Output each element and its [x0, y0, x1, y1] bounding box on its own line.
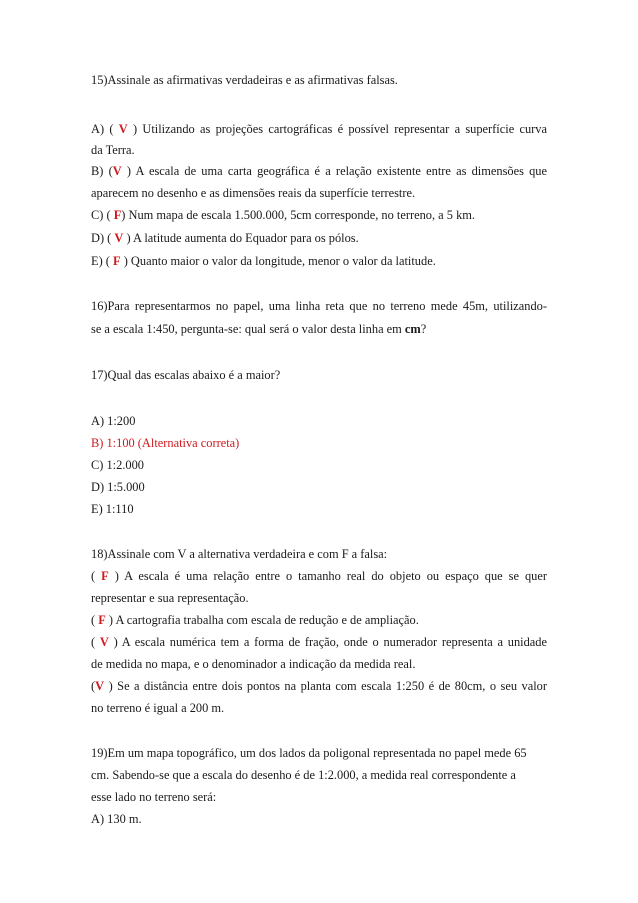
answer-mark: F — [113, 208, 122, 222]
answer-mark: V — [99, 635, 109, 649]
q15-title: 15)Assinale as afirmativas verdadeiras e as afirmativas falsas. — [91, 73, 398, 87]
answer-mark: V — [118, 122, 128, 136]
answer-mark: V — [112, 164, 122, 178]
q19-line2: cm. Sabendo-se que a escala do desenho é de 1:2.000, a medida real correspondente a — [91, 768, 516, 782]
answer-mark: F — [113, 254, 121, 268]
answer-mark: F — [101, 569, 109, 583]
answer-mark: V — [95, 679, 105, 693]
q18-item2: ( F ) A cartografia trabalha com escala de redução e de ampliação. — [91, 613, 419, 627]
answer-mark: F — [98, 613, 106, 627]
q18-item3-cont: de medida no mapa, e o denominador a indicação da medida real. — [91, 657, 416, 671]
q19-line1: 19)Em um mapa topográfico, um dos lados da poligonal representada no papel mede 65 — [91, 746, 527, 760]
q17-option: D) 1:5.000 — [91, 480, 145, 494]
q15-option-b-cont: aparecem no desenho e as dimensões reais da superfície terrestre. — [91, 186, 416, 200]
q19-line3: esse lado no terreno será: — [91, 790, 217, 804]
q17-option: A) 1:200 — [91, 414, 136, 428]
q16-line2: se a escala 1:450, pergunta-se: qual será o valor desta linha em cm? — [91, 322, 427, 336]
q17-option: E) 1:110 — [91, 502, 134, 516]
q17-title: 17)Qual das escalas abaixo é a maior? — [91, 368, 281, 382]
q16-line1: 16)Para representarmos no papel, uma linha reta que no terreno mede 45m, utilizando- — [91, 299, 547, 313]
q15-option-c: C) ( F) Num mapa de escala 1.500.000, 5cm corresponde, no terreno, a 5 km. — [91, 208, 476, 222]
q17-option: C) 1:2.000 — [91, 458, 145, 472]
answer-mark: V — [114, 231, 124, 245]
q18-item3: ( V ) A escala numérica tem a forma de fração, onde o numerador representa a unidade — [91, 635, 547, 649]
q18-title: 18)Assinale com V a alternativa verdadeira e com F a falsa: — [91, 547, 388, 561]
q18-item1: ( F ) A escala é uma relação entre o tamanho real do objeto ou espaço que se quer — [91, 569, 547, 583]
q18-item4-cont: no terreno é igual a 200 m. — [91, 701, 225, 715]
q17-option-correct: B) 1:100 (Alternativa correta) — [91, 436, 240, 450]
q15-option-d: D) ( V ) A latitude aumenta do Equador para os pólos. — [91, 231, 359, 245]
q18-item1-cont: representar e sua representação. — [91, 591, 249, 605]
q15-option-e: E) ( F ) Quanto maior o valor da longitude, menor o valor da latitude. — [91, 254, 436, 268]
q15-option-b: B) (V ) A escala de uma carta geográfica é a relação existente entre as dimensões que — [91, 164, 547, 178]
q15-option-a-cont: da Terra. — [91, 143, 135, 157]
q19-option-a: A) 130 m. — [91, 812, 142, 826]
q15-option-a: A) ( V ) Utilizando as projeções cartográficas é possível representar a superfície curva — [91, 122, 547, 136]
q18-item4: (V ) Se a distância entre dois pontos na planta com escala 1:250 é de 80cm, o seu valor — [91, 679, 547, 693]
